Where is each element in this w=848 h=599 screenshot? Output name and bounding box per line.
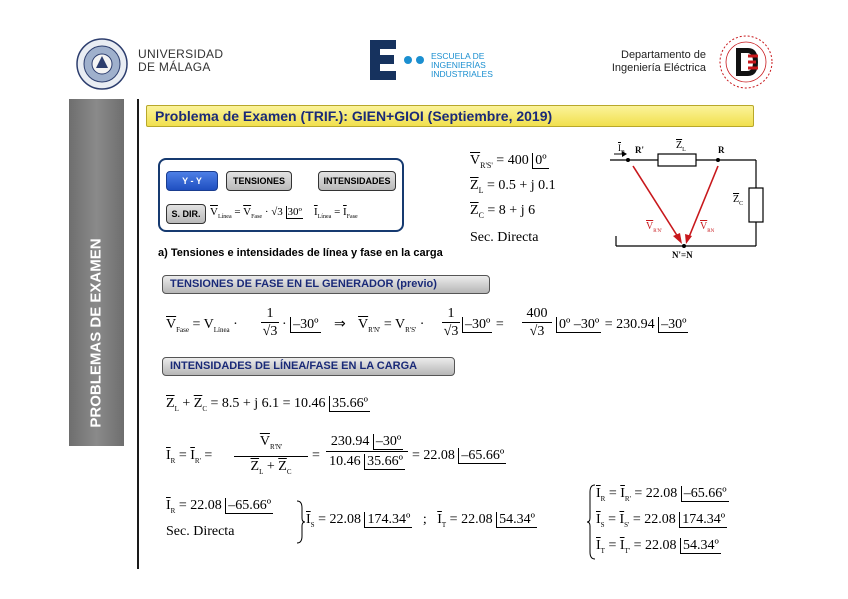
department-name: Departamento de Ingeniería Eléctrica bbox=[611, 49, 706, 74]
circuit-label-vrn-right: $\overline{V}_{RN}$ bbox=[700, 221, 715, 234]
equation-total-impedance: $\overline{Z}_L + \overline{Z}_C = 8.5 + j$ 6.1 = 10.46 35.66º bbox=[166, 396, 368, 413]
circuit-label-zc: $\overline{Z}_C$ bbox=[733, 194, 744, 207]
university-seal bbox=[76, 38, 128, 90]
given-voltage: $\overline{V}_{R'S'} = 400$ 0º bbox=[470, 153, 547, 170]
section-bar-generator bbox=[162, 275, 490, 294]
circuit-label-rprime: R' bbox=[635, 145, 644, 155]
brace-left bbox=[586, 484, 596, 560]
circuit-label-neutral: N'=N bbox=[672, 250, 693, 260]
circuit-label-ir: $\overline{I}_R$ bbox=[618, 143, 626, 156]
line-phase-relation: $\overline{V}_{Línea} = \overline{V}_{Fase} \cdot √3$ 30º $\overline{I}_{Línea} = \overline{I}_{Fase}$ bbox=[210, 206, 358, 221]
sidebar-label: PROBLEMAS DE EXAMEN bbox=[87, 238, 105, 428]
department-seal bbox=[718, 34, 774, 90]
equation-sequence: Sec. Directa bbox=[166, 524, 235, 539]
given-sequence: Sec. Directa bbox=[470, 230, 539, 245]
divider-line bbox=[137, 99, 139, 569]
equation-is: $\overline{I}_S = 22.08$ 174.34º ; $\overline{I}_T = 22.08$ 54.34º bbox=[306, 512, 535, 529]
equation-system-r: $\overline{I}_R = \overline{I}_{R'} = 22.08$ –65.66º bbox=[596, 486, 727, 503]
section-title-load-currents: INTENSIDADES DE LÍNEA/FASE EN LA CARGA bbox=[170, 360, 418, 372]
equation-system-t: $\overline{I}_T = \overline{I}_{T'} = 22.08$ 54.34º bbox=[596, 538, 719, 555]
university-name: UNIVERSIDAD DE MÁLAGA bbox=[138, 47, 224, 74]
sdir-button[interactable]: S. DIR. bbox=[166, 204, 206, 224]
circuit-label-r: R bbox=[718, 145, 725, 155]
section-bar-load-currents bbox=[162, 357, 455, 376]
intensidades-button[interactable]: INTENSIDADES bbox=[318, 171, 396, 191]
circuit-label-vrn-left: $\overline{V}_{R'N'}$ bbox=[646, 221, 662, 234]
question-text: a) Tensiones e intensidades de línea y fase en la carga bbox=[158, 247, 443, 259]
given-zc: $\overline{Z}_C = 8 + j$ 6 bbox=[470, 203, 536, 220]
page-title: Problema de Examen (TRIF.): GIEN+GIOI (Septiembre, 2019) bbox=[155, 108, 553, 124]
school-name: ESCUELA DE INGENIERÍAS INDUSTRIALES bbox=[431, 51, 493, 79]
equation-line-current: $\overline{I}_R = \overline{I}_{R'}$ = $\overline{V}_{R'N'}$ $\overline{Z}_L + \overline{Z}_C$ = 230.94 –30º 10.46 35.66º = 22.08 –65.66º bbox=[166, 434, 505, 476]
circuit-label-zl: $\overline{Z}_L$ bbox=[676, 140, 686, 153]
equation-system-s: $\overline{I}_S = \overline{I}_{S'} = 22.08$ 174.34º bbox=[596, 512, 726, 529]
given-zl: $\overline{Z}_L = 0.5 + j$ 0.1 bbox=[470, 178, 556, 195]
title-bar bbox=[146, 105, 754, 127]
tensiones-button[interactable]: TENSIONES bbox=[226, 171, 292, 191]
yy-button[interactable]: Y - Y bbox=[166, 171, 218, 191]
navigation-box bbox=[158, 158, 404, 232]
equation-ir-given: $\overline{I}_R = 22.08$ –65.66º bbox=[166, 498, 272, 515]
section-title-generator: TENSIONES DE FASE EN EL GENERADOR (previo) bbox=[170, 278, 437, 290]
school-logo bbox=[368, 38, 430, 82]
brace-right bbox=[296, 500, 306, 544]
